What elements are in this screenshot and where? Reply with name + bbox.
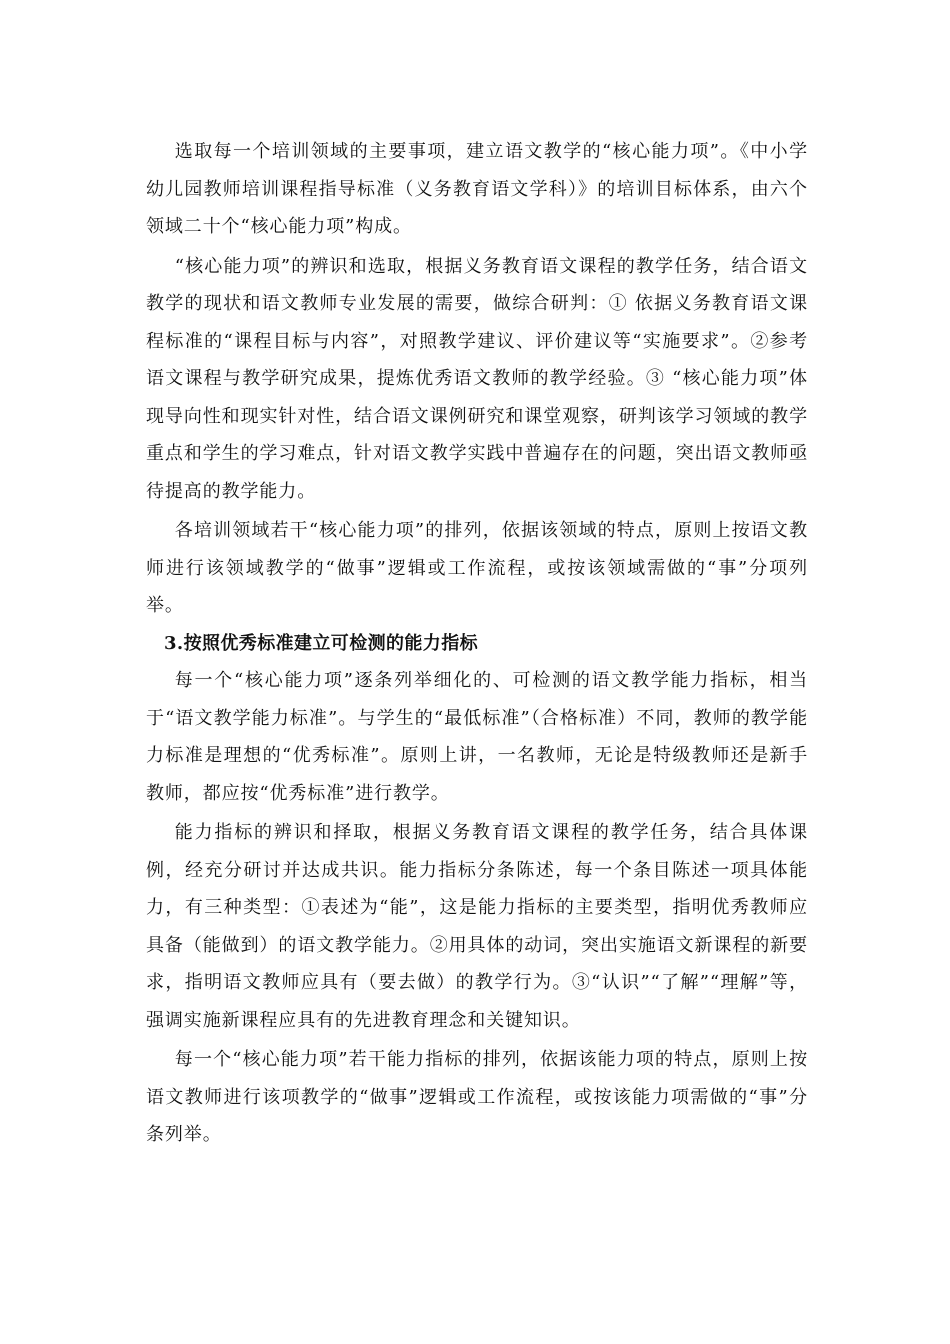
paragraph-core-ability-selection: 选取每一个培训领域的主要事项，建立语文教学的“核心能力项”。《中小学幼儿园教师培训课程指导标准（义务教育语文学科）》的培训目标体系，由六个领域二十个“核心能力项”构成。 <box>146 141 808 237</box>
paragraph-core-ability-ordering: 各培训领域若干“核心能力项”的排列，依据该领域的特点，原则上按语文教师进行该领域教学的“做事”逻辑或工作流程，或按该领域需做的“事”分项列举。 <box>146 520 808 616</box>
paragraph-excellence-standard: 每一个“核心能力项”逐条列举细化的、可检测的语文教学能力指标，相当于“语文教学能力标准”。与学生的“最低标准”（合格标准）不同，教师的教学能力标准是理想的“优秀标准”。原则上讲，一名教师，无论是特级教师还是新手教师，都应按“优秀标准”进行教学。 <box>146 670 808 804</box>
paragraph-indicator-types: 能力指标的辨识和择取，根据义务教育语文课程的教学任务，结合具体课例，经充分研讨并达成共识。能力指标分条陈述，每一个条目陈述一项具体能力，有三种类型：①表述为“能”，这是能力指标的主要类型，指明优秀教师应具备（能做到）的语文教学能力。②用具体的动词，突出实施语文新课程的新要求，指明语文教师应具有（要去做）的教学行为。③“认识”“了解”“理解”等，强调实施新课程应具有的先进教育理念和关键知识。 <box>146 822 808 1031</box>
section-heading: 3.按照优秀标准建立可检测的能力指标 <box>164 632 478 654</box>
paragraph-core-ability-criteria: “核心能力项”的辨识和选取，根据义务教育语文课程的教学任务，结合语文教学的现状和语文教师专业发展的需要，做综合研判：① 依据义务教育语文课程标准的“课程目标与内容”，对照教学建议、评价建议等“实施要求”。②参考语文课程与教学研究成果，提炼优秀语文教师的教学经验。③ “核心能力项”体现导向性和现实针对性，结合语文课例研究和课堂观察，研判该学习领域的教学重点和学生的学习难点，针对语文教学实践中普遍存在的问题，突出语文教师亟待提高的教学能力。 <box>146 255 808 502</box>
document-body <box>146 133 808 1154</box>
paragraph-indicator-ordering: 每一个“核心能力项”若干能力指标的排列，依据该能力项的特点，原则上按语文教师进行该项教学的“做事”逻辑或工作流程，或按该能力项需做的“事”分条列举。 <box>146 1049 808 1145</box>
